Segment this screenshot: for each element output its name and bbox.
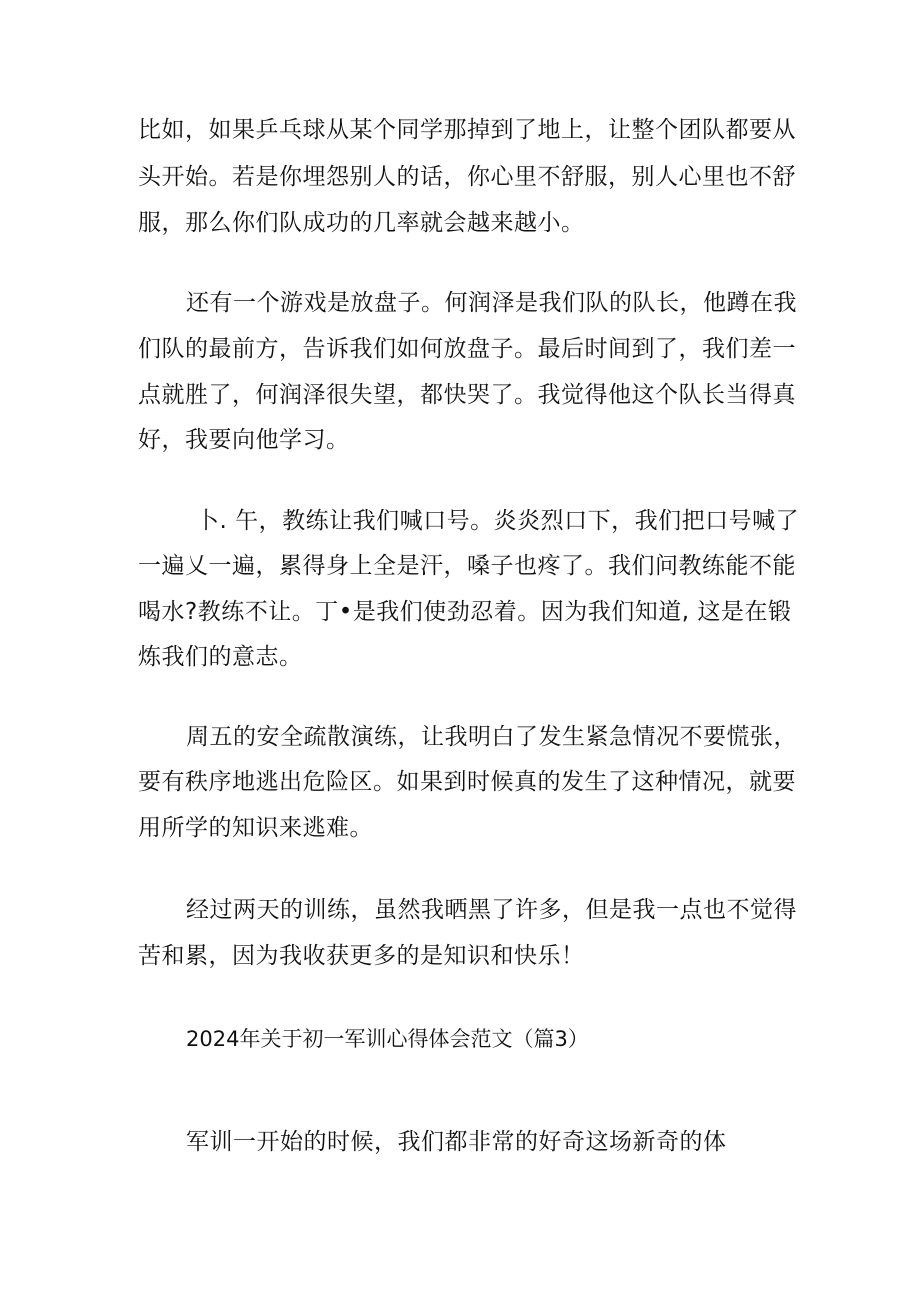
paragraph-5-line-2: 苦和累，因为我收获更多的是知识和快乐！ bbox=[138, 943, 585, 969]
paragraph-2-line-1: 还有一个游戏是放盘子。何润泽是我们队的队长，他蹲在我 bbox=[186, 290, 797, 316]
paragraph-5-line-1: 经过两天的训练，虽然我晒黑了许多，但是我一点也不觉得 bbox=[186, 897, 797, 923]
paragraph-4-line-3: 用所学的知识来逃难。 bbox=[138, 815, 373, 841]
paragraph-6-line-1: 军训一开始的时候，我们都非常的好奇这场新奇的体 bbox=[186, 1129, 727, 1155]
paragraph-1-line-3: 服，那么你们队成功的几率就会越来越小。 bbox=[138, 210, 585, 236]
paragraph-2-line-4: 好，我要向他学习。 bbox=[138, 427, 350, 453]
paragraph-3-line-2: 一遍乂一遍，累得身上全是汗，嗓子也疼了。我们问教练能不能 bbox=[138, 553, 796, 579]
paragraph-4-line-1: 周五的安全疏散演练，让我明白了发生紧急情况不要慌张， bbox=[186, 724, 797, 750]
paragraph-3-line-4: 炼我们的意志。 bbox=[138, 644, 303, 670]
paragraph-3-line-3: 喝水?教练不让。丁•是我们使劲忍着。因为我们知道, 这是在锻 bbox=[138, 599, 792, 625]
paragraph-3-line-1: 卜. 午，教练让我们喊口号。炎炎烈口下，我们把口号喊了 bbox=[196, 508, 800, 534]
paragraph-2-line-3: 点就胜了，何润泽很失望，都快哭了。我觉得他这个队长当得真 bbox=[138, 382, 796, 408]
paragraph-1-line-2: 头开始。若是你埋怨别人的话，你心里不舒服，别人心里也不舒 bbox=[138, 164, 796, 190]
paragraph-2-line-2: 们队的最前方，告诉我们如何放盘子。最后时间到了，我们差一 bbox=[138, 336, 796, 362]
section-heading: 2024年关于初一军训心得体会范文（篇3） bbox=[186, 1027, 589, 1051]
paragraph-1-line-1: 比如，如果乒乓球从某个同学那掉到了地上，让整个团队都要从 bbox=[138, 117, 796, 143]
paragraph-4-line-2: 要有秩序地逃出危险区。如果到时候真的发生了这种情况，就要 bbox=[138, 769, 796, 795]
